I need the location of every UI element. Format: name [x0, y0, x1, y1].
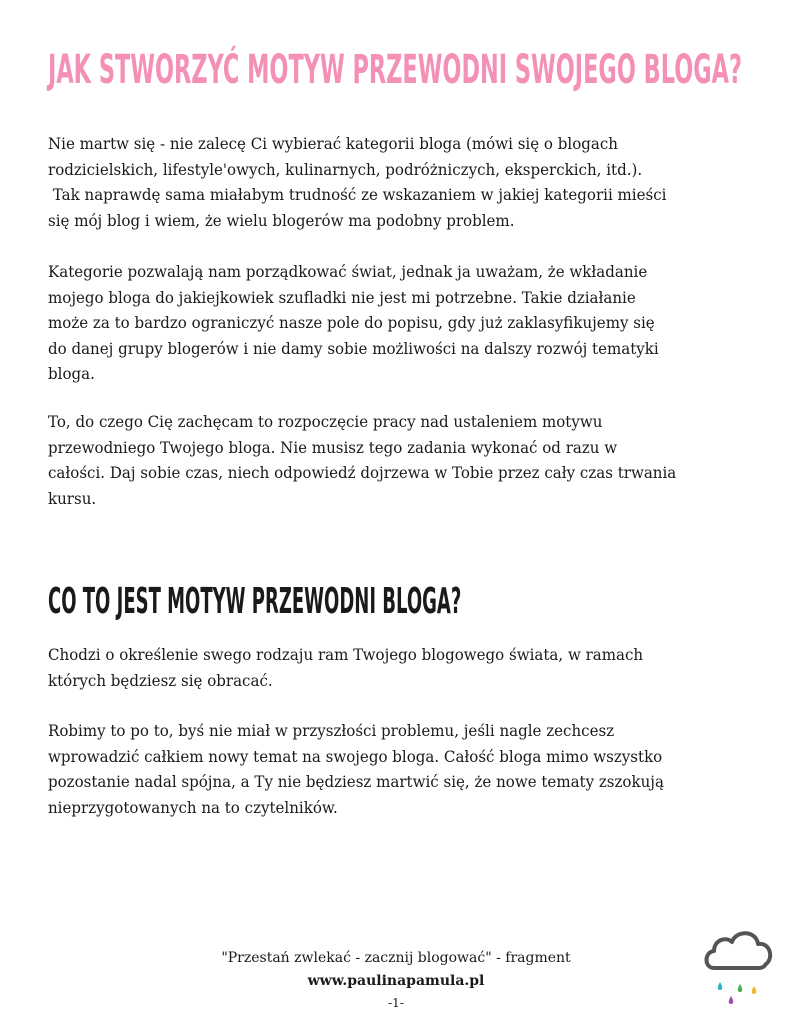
paragraph-line: Robimy to po to, byś nie miał w przyszłości problemu, jeśli nagle zechcesz: [48, 721, 615, 740]
paragraph-5: [48, 718, 706, 820]
paragraph-line: Tak naprawdę sama miałabym trudność ze wskazaniem w jakiej kategorii mieści: [48, 185, 667, 204]
paragraph-line: których będziesz się obracać.: [48, 670, 273, 690]
paragraph-line: Chodzi o określenie swego rodzaju ram Twojego blogowego świata, w ramach: [48, 645, 644, 664]
footer-website-link[interactable]: www.paulinapamula.pl: [307, 973, 485, 989]
rain-drop: [718, 982, 723, 990]
paragraph-line: nieprzygotowanych na to czytelników.: [48, 797, 338, 817]
rain-drop: [738, 984, 743, 992]
paragraph-1: [48, 131, 706, 233]
paragraph-line: przewodniego Twojego bloga. Nie musisz tego zadania wykonać od razu w: [48, 437, 618, 457]
paragraph-3: [48, 409, 706, 511]
cloud-rain-icon: [700, 924, 776, 1016]
paragraph-line: Kategorie pozwalają nam porządkować świat, jednak ja uważam, że wkładanie: [48, 262, 648, 281]
paragraph-line: do danej grupy blogerów i nie damy sobie możliwości na dalszy rozwój tematyki: [48, 338, 659, 358]
section-heading-2: CO TO JEST MOTYW PRZEWODNI BLOGA?: [48, 581, 462, 622]
paragraph-line: pozostanie nadal spójna, a Ty nie będziesz martwić się, że nowe tematy zszokują: [48, 772, 664, 791]
section-heading-1: JAK STWORZYĆ MOTYW PRZEWODNI SWOJEGO BLOGA?: [48, 47, 742, 93]
paragraph-line: wprowadzić całkiem nowy temat na swojego bloga. Całość bloga mimo wszystko: [48, 746, 663, 766]
paragraph-line: może za to bardzo ograniczyć nasze pole do popisu, gdy już zaklasyfikujemy się: [48, 313, 655, 332]
cloud-outline: [707, 933, 771, 968]
page-number: -1-: [388, 996, 404, 1010]
paragraph-4: [48, 642, 706, 693]
paragraph-line: bloga.: [48, 364, 95, 383]
paragraph-line: To, do czego Cię zachęcam to rozpoczęcie pracy nad ustaleniem motywu: [48, 412, 603, 431]
paragraph-line: mojego bloga do jakiejkowiek szufladki nie jest mi potrzebne. Takie działanie: [48, 287, 636, 307]
rain-drop: [752, 986, 757, 994]
paragraph-line: Nie martw się - nie zalecę Ci wybierać kategorii bloga (mówi się o blogach: [48, 134, 618, 153]
rain-drop: [729, 996, 734, 1004]
paragraph-line: kursu.: [48, 488, 97, 508]
footer-title: "Przestań zwlekać - zacznij blogować" - fragment: [221, 950, 571, 966]
paragraph-line: się mój blog i wiem, że wielu blogerów ma podobny problem.: [48, 210, 515, 230]
paragraph-2: [48, 259, 706, 387]
paragraph-line: rodzicielskich, lifestyle'owych, kulinarnych, podróżniczych, eksperckich, itd.).: [48, 159, 643, 179]
paragraph-line: całości. Daj sobie czas, niech odpowiedź dojrzewa w Tobie przez cały czas trwania: [48, 463, 677, 482]
